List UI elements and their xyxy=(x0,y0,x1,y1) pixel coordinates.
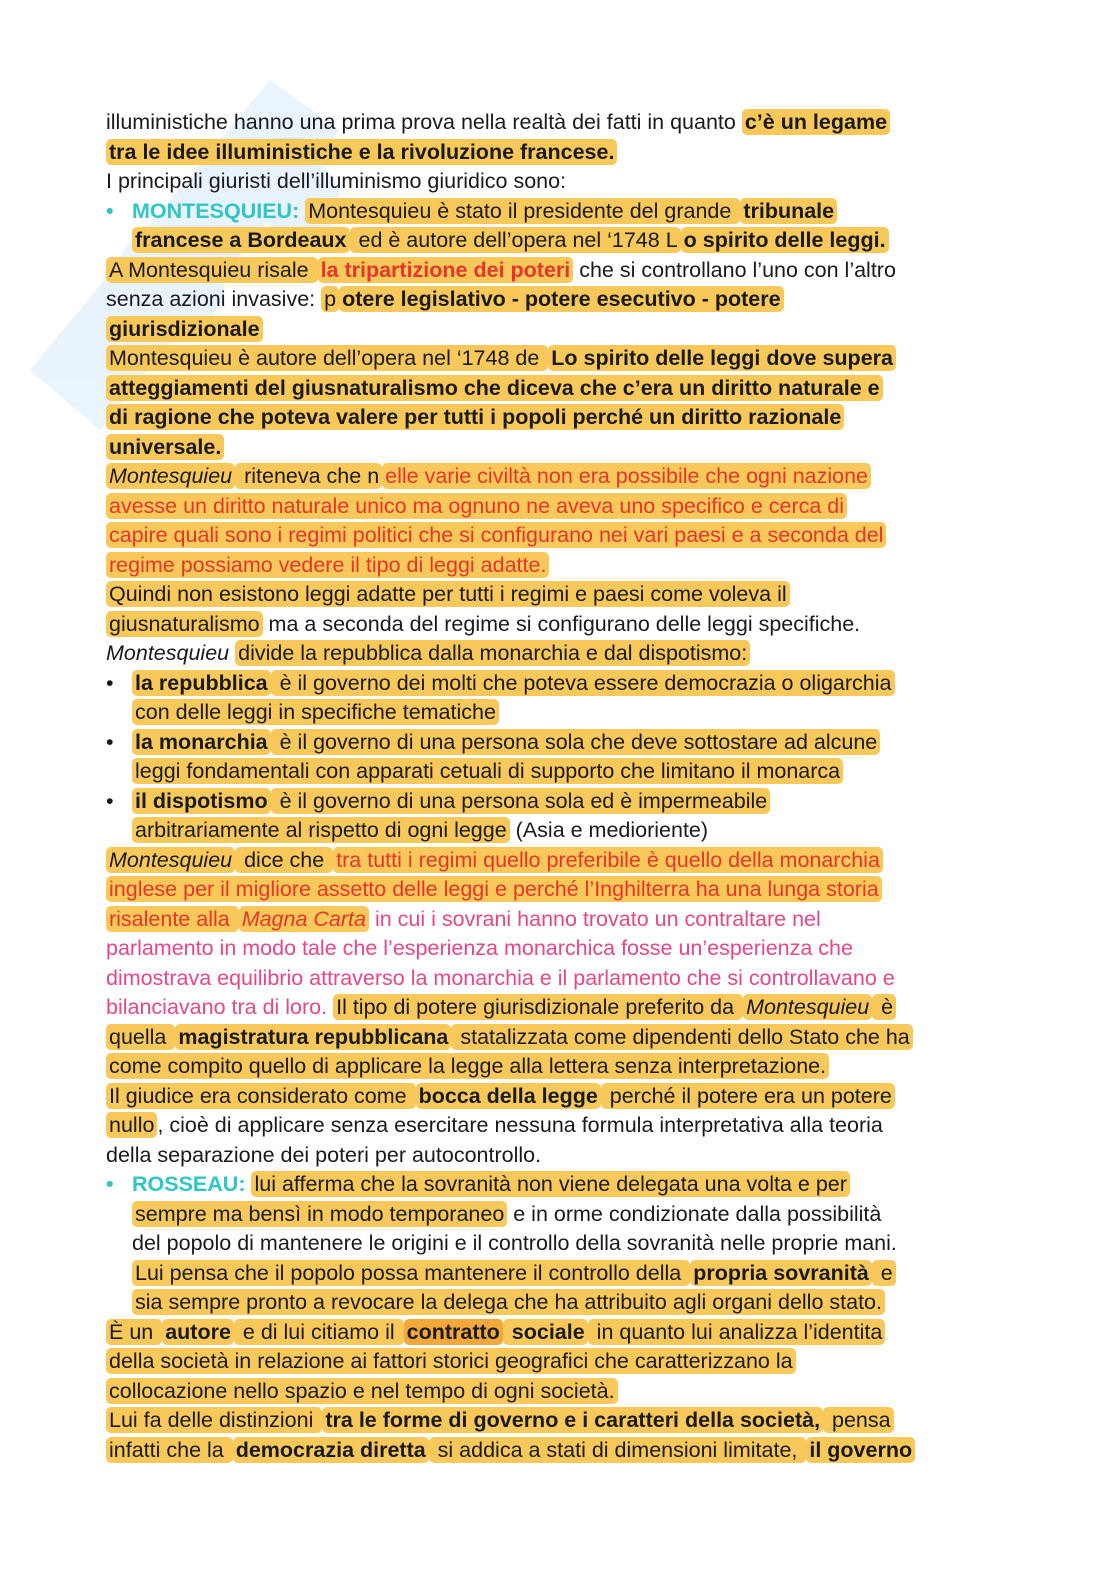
text-line xyxy=(106,1200,1006,1230)
highlighted-text: e xyxy=(872,1260,896,1286)
highlighted-text: tra le idee illuministiche e la rivoluzione francese. xyxy=(106,139,617,165)
text-line xyxy=(106,1082,1006,1112)
highlighted-text: propria sovranità xyxy=(690,1260,872,1286)
text-line xyxy=(106,846,1006,876)
highlighted-text: c’è un legame xyxy=(742,109,890,135)
text-line xyxy=(106,787,1006,817)
highlighted-text: Il giudice era considerato come xyxy=(106,1083,416,1109)
highlighted-text: e di lui citiamo il xyxy=(234,1319,404,1345)
highlighted-text: sia sempre pronto a revocare la delega che ha attribuito agli organi dello stato. xyxy=(132,1289,885,1315)
highlighted-text: riteneva che n xyxy=(235,463,382,489)
highlighted-text: la repubblica xyxy=(132,670,271,696)
text-line xyxy=(106,1229,1006,1259)
highlighted-text: della società in relazione ai fattori storici geografici che caratterizzano la xyxy=(106,1348,796,1374)
text-segment: della separazione dei poteri per autocontrollo. xyxy=(106,1142,542,1167)
text-segment: in cui i sovrani hanno trovato un contraltare nel xyxy=(374,906,821,931)
highlighted-text: francese a Bordeaux xyxy=(132,227,350,253)
text-line xyxy=(106,1377,1006,1407)
highlighted-text: si addica a stati di dimensioni limitate, xyxy=(429,1437,807,1463)
highlighted-text: magistratura repubblicana xyxy=(175,1024,451,1050)
text-line xyxy=(106,167,1006,197)
text-line xyxy=(106,374,1006,404)
text-line xyxy=(106,1406,1006,1436)
highlighted-text: giurisdizionale xyxy=(106,316,263,342)
highlighted-text: la monarchia xyxy=(132,729,271,755)
text-line xyxy=(106,1111,1006,1141)
text-segment: che si controllano l’uno con l’altro xyxy=(573,257,896,282)
text-line xyxy=(106,728,1006,758)
bullet-icon: • xyxy=(106,198,114,223)
highlighted-text: Montesquieu xyxy=(106,463,235,489)
highlighted-text: Magna Carta xyxy=(239,906,369,932)
text-line xyxy=(106,285,1006,315)
highlighted-text: statalizzata come dipendenti dello Stato che ha xyxy=(451,1024,912,1050)
text-line xyxy=(106,1347,1006,1377)
highlighted-text: elle varie civiltà non era possibile che ogni nazione xyxy=(382,463,871,489)
highlighted-text: Montesquieu xyxy=(743,994,872,1020)
text-line xyxy=(106,1436,1006,1466)
text-line xyxy=(106,698,1006,728)
highlighted-text: leggi fondamentali con apparati cetuali di supporto che limitano il monarca xyxy=(132,758,843,784)
text-line xyxy=(106,492,1006,522)
text-line xyxy=(106,521,1006,551)
text-line xyxy=(106,197,1006,227)
highlighted-text: tribunale xyxy=(740,198,837,224)
highlighted-text: collocazione nello spazio e nel tempo di ogni società. xyxy=(106,1378,618,1404)
text-line xyxy=(106,344,1006,374)
highlighted-text: È un xyxy=(106,1319,162,1345)
text-segment: senza azioni invasive: xyxy=(106,287,322,311)
text-line xyxy=(106,1259,1006,1289)
highlighted-text: giusnaturalismo xyxy=(106,611,263,637)
bullet-icon: • xyxy=(106,1172,114,1196)
highlighted-text: universale. xyxy=(106,434,224,460)
highlighted-text: di ragione che poteva valere per tutti i popoli perché un diritto razionale xyxy=(106,404,844,430)
text-line xyxy=(106,315,1006,345)
highlighted-text: autore xyxy=(162,1319,234,1345)
highlighted-text: Lui pensa che il popolo possa mantenere il controllo della xyxy=(132,1260,690,1286)
highlighted-text: è il governo di una persona sola che deve sottostare ad alcune xyxy=(271,729,881,755)
text-line xyxy=(106,580,1006,610)
highlighted-text: risalente alla xyxy=(106,906,239,932)
highlighted-text: Montesquieu è autore dell’opera nel ‘1748 de xyxy=(106,345,548,371)
highlighted-text: bocca della legge xyxy=(416,1083,601,1109)
text-line xyxy=(106,403,1006,433)
text-line xyxy=(106,1141,1006,1171)
highlighted-text: contratto xyxy=(404,1319,503,1345)
text-line xyxy=(106,816,1006,846)
highlighted-text: dice che xyxy=(235,847,333,873)
text-line xyxy=(106,964,1006,994)
text-line xyxy=(106,226,1006,256)
highlighted-text: la tripartizione dei poteri xyxy=(318,257,574,283)
highlighted-text: pensa xyxy=(823,1407,894,1433)
highlighted-text: sociale xyxy=(503,1319,588,1345)
text-line xyxy=(106,639,1006,669)
highlighted-text: con delle leggi in specifiche tematiche xyxy=(132,699,499,725)
highlighted-text: regime possiamo vedere il tipo di leggi adatte. xyxy=(106,552,549,578)
text-line xyxy=(106,1052,1006,1082)
text-line xyxy=(106,993,1006,1023)
highlighted-text: è il governo di una persona sola ed è impermeabile xyxy=(271,788,771,814)
highlighted-text: il dispotismo xyxy=(132,788,271,814)
text-line xyxy=(106,1023,1006,1053)
text-line xyxy=(106,934,1006,964)
text-segment: illuministiche hanno una prima prova nella realtà dei fatti in quanto xyxy=(106,110,742,134)
text-segment: dimostrava equilibrio attraverso la monarchia e il parlamento che si controllavano e xyxy=(106,965,895,990)
text-line xyxy=(106,433,1006,463)
text-line xyxy=(106,610,1006,640)
text-line xyxy=(106,462,1006,492)
text-segment: Montesquieu xyxy=(106,641,230,665)
text-line xyxy=(106,1170,1006,1200)
text-line xyxy=(106,256,1006,286)
highlighted-text: Montesquieu è stato il presidente del grande xyxy=(305,198,740,224)
highlighted-text: tra le forme di governo e i caratteri della società, xyxy=(322,1407,823,1433)
text-segment: , cioè di applicare senza esercitare nessuna formula interpretativa alla teoria xyxy=(157,1113,883,1137)
bullet-icon: • xyxy=(106,788,114,813)
highlighted-text: divide la repubblica dalla monarchia e dal dispotismo: xyxy=(235,640,750,666)
highlighted-text: in quanto lui analizza l’identita xyxy=(588,1319,886,1345)
highlighted-text: arbitrariamente al rispetto di ogni legge xyxy=(132,817,510,843)
highlighted-text: otere legislativo - potere esecutivo - potere xyxy=(339,286,783,312)
highlighted-text: p xyxy=(321,286,339,312)
text-line xyxy=(106,875,1006,905)
text-segment: bilanciavano tra di loro. xyxy=(106,995,328,1019)
text-line xyxy=(106,1318,1006,1348)
highlighted-text: quella xyxy=(106,1024,175,1050)
text-line xyxy=(106,757,1006,787)
highlighted-text: Quindi non esistono leggi adatte per tutti i regimi e paesi come voleva il xyxy=(106,581,790,607)
highlighted-text: sempre ma bensì in modo temporaneo xyxy=(132,1201,507,1227)
highlighted-text: avesse un diritto naturale unico ma ognuno ne aveva uno specifico e cerca di xyxy=(106,493,847,519)
text-segment: del popolo di mantenere le origini e il controllo della sovranità nelle proprie mani. xyxy=(132,1231,897,1255)
text-line xyxy=(106,551,1006,581)
highlighted-text: inglese per il migliore assetto delle leggi e perché l’Inghilterra ha una lunga storia xyxy=(106,876,882,902)
highlighted-text: Il tipo di potere giurisdizionale preferito da xyxy=(333,994,743,1020)
highlighted-text: è xyxy=(872,994,896,1020)
text-segment: MONTESQUIEU: xyxy=(132,198,300,223)
text-line xyxy=(106,108,1006,138)
highlighted-text: lui afferma che la sovranità non viene delegata una volta e per xyxy=(251,1171,849,1197)
highlighted-text: come compito quello di applicare la legge alla lettera senza interpretazione. xyxy=(106,1053,829,1079)
highlighted-text: atteggiamenti del giusnaturalismo che diceva che c’era un diritto naturale e xyxy=(106,375,883,401)
highlighted-text: Lui fa delle distinzioni xyxy=(106,1407,322,1433)
highlighted-text: ed è autore dell’opera nel ‘1748 L xyxy=(350,227,681,253)
highlighted-text: nullo xyxy=(106,1112,157,1138)
highlighted-text: perché il potere era un potere xyxy=(601,1083,895,1109)
highlighted-text: A Montesquieu risale xyxy=(106,257,318,283)
text-segment: ROSSEAU: xyxy=(132,1172,246,1196)
bullet-icon: • xyxy=(106,670,114,695)
highlighted-text: democrazia diretta xyxy=(233,1437,429,1463)
text-segment: ma a seconda del regime si configurano delle leggi specifiche. xyxy=(262,611,861,636)
text-segment: e in orme condizionate dalla possibilità xyxy=(507,1201,882,1226)
highlighted-text: o spirito delle leggi. xyxy=(681,227,889,253)
text-line xyxy=(106,669,1006,699)
text-segment: (Asia e medioriente) xyxy=(509,818,709,842)
text-line xyxy=(106,138,1006,168)
highlighted-text: infatti che la xyxy=(106,1437,233,1463)
text-line xyxy=(106,1288,1006,1318)
highlighted-text: Montesquieu xyxy=(106,847,235,873)
highlighted-text: Lo spirito delle leggi dove supera xyxy=(548,345,896,371)
highlighted-text: il governo xyxy=(806,1437,915,1463)
text-line xyxy=(106,905,1006,935)
bullet-icon: • xyxy=(106,729,114,754)
document-body xyxy=(106,108,1006,1465)
highlighted-text: capire quali sono i regimi politici che si configurano nei vari paesi e a seconda del xyxy=(106,522,886,548)
highlighted-text: tra tutti i regimi quello preferibile è quello della monarchia xyxy=(333,847,883,873)
highlighted-text: è il governo dei molti che poteva essere democrazia o oligarchia xyxy=(271,670,895,696)
text-segment: parlamento in modo tale che l’esperienza monarchica fosse un’esperienza che xyxy=(106,936,853,960)
text-segment: I principali giuristi dell’illuminismo giuridico sono: xyxy=(106,169,567,193)
